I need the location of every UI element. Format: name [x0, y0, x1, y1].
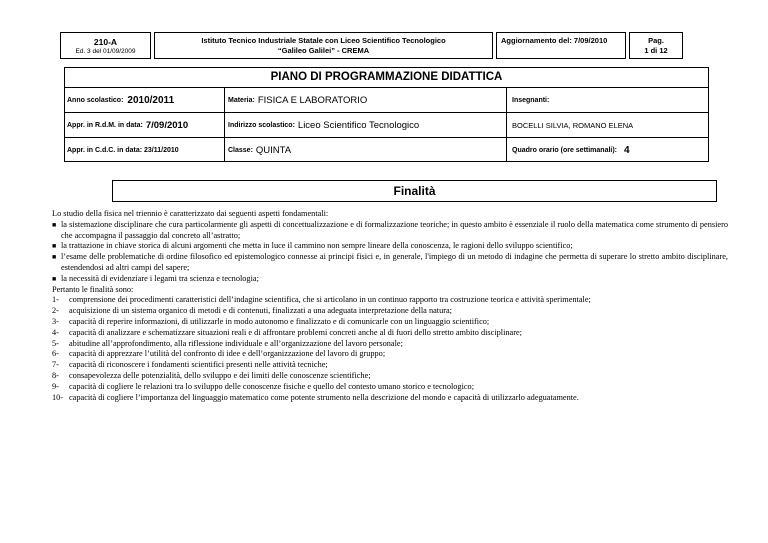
list-item — [52, 349, 728, 360]
list-item — [52, 295, 728, 306]
list-item — [52, 274, 728, 285]
list-number: 3- — [52, 316, 59, 326]
rdm-value: 7/09/2010 — [145, 119, 189, 131]
classe-value: QUINTA — [255, 144, 292, 156]
page-number: 1 di 12 — [644, 45, 668, 55]
document-header — [60, 32, 709, 59]
list-item — [52, 220, 728, 242]
list-item-text: abitudine all’approfondimento, alla riflessione individuale e all’organizzazione del lavoro personale; — [69, 338, 403, 348]
insegnanti-value: BOCELLI SILVIA, ROMANO ELENA — [512, 120, 634, 130]
list-item — [52, 328, 728, 339]
list-item — [52, 393, 728, 404]
plan-row — [65, 138, 708, 162]
classe-label: Classe: — [228, 146, 253, 154]
list-item-text: capacità di cogliere le relazioni tra lo sviluppo delle conoscenze fisiche e quello del contesto umano storico e tecnologico; — [69, 381, 475, 391]
bullet-marker: ■ — [52, 253, 57, 262]
list-item — [52, 339, 728, 350]
list-number: 9- — [52, 381, 59, 391]
anno-label: Anno scolastico: — [67, 96, 124, 104]
list-item — [52, 360, 728, 371]
insegnanti-cell — [507, 88, 708, 112]
list-item-text: la necessità di evidenziare i legami tra scienza e tecnologia; — [61, 273, 259, 283]
plan-title: PIANO DI PROGRAMMAZIONE DIDATTICA — [270, 71, 503, 83]
indirizzo-value: Liceo Scientifico Tecnologico — [297, 119, 420, 131]
list-item — [52, 306, 728, 317]
finalita-body — [52, 209, 728, 403]
orario-cell — [507, 138, 708, 162]
plan-table — [64, 67, 709, 162]
institute-box — [154, 32, 493, 59]
list-item-text: capacità di analizzare e schematizzare situazioni reali e di affrontare problemi concreti anche al di fuori dello stretto ambito disciplinare; — [69, 327, 522, 337]
document-code: 210-A — [93, 36, 118, 47]
list-item-text: acquisizione di un sistema organico di metodi e di contenuti, finalizzati a una adeguata interpretazione della natura; — [69, 306, 452, 316]
list-item-text: consapevolezza delle potenzialità, dello sviluppo e dei limiti delle conoscenze scientifiche; — [69, 370, 371, 380]
plan-row — [65, 88, 708, 113]
finalita-intro: Lo studio della fisica nel triennio è caratterizzato dai seguenti aspetti fondamentali: — [52, 209, 329, 218]
list-number: 8- — [52, 370, 59, 380]
list-item-text: capacità di riconoscere i fondamenti scientifici presenti nelle attività tecniche; — [69, 360, 328, 370]
list-number: 5- — [52, 338, 59, 348]
document-edition: Ed. 3 del 01/09/2009 — [75, 47, 136, 55]
list-number: 1- — [52, 295, 59, 305]
indirizzo-label: Indirizzo scolastico: — [228, 121, 295, 129]
anno-value: 2010/2011 — [127, 94, 175, 106]
list-item-text: capacità di cogliere l’importanza del linguaggio matematico come potente strumento nella descrizione del mondo e capacità di utilizzarlo adeguatamente. — [69, 392, 579, 402]
list-number: 2- — [52, 306, 59, 316]
numbered-list — [52, 295, 728, 403]
finalita-heading: Finalità — [112, 180, 717, 202]
rdm-label: Appr. in R.d.M. in data: — [67, 121, 143, 129]
institute-school: “Galileo Galilei” - CREMA — [277, 45, 370, 55]
insegnanti-label: Insegnanti: — [512, 96, 550, 104]
materia-label: Materia: — [228, 96, 255, 104]
update-box — [496, 32, 626, 59]
materia-value: FISICA E LABORATORIO — [257, 94, 368, 106]
list-item-text: capacità di reperire informazioni, di utilizzarle in modo autonomo e finalizzato e di comunicarle con un linguaggio scientifico; — [69, 316, 490, 326]
bullet-list — [52, 220, 728, 285]
bullet-marker: ■ — [52, 220, 57, 229]
institute-name: Istituto Tecnico Industriale Statale con Liceo Scientifico Tecnologico — [201, 35, 446, 45]
bullet-marker: ■ — [52, 242, 57, 251]
list-item-text: comprensione dei procedimenti caratteristici dell’indagine scientifica, che si articolano in un continuo rapporto tra costruzione teorica e attività sperimentale; — [69, 295, 591, 305]
orario-label: Quadro orario (ore settimanali): — [512, 146, 618, 154]
list-number: 10- — [52, 392, 64, 402]
update-date: Aggiornamento del: 7/09/2010 — [501, 36, 608, 45]
list-item-text: l’esame delle problematiche di ordine filosofico ed epistemologico connesse ai principi fisici e, in generale, l'impiego di un metodo di indagine che permetta di superare lo stretto ambito disciplinare, estendendosi ad altri campi del sapere; — [61, 252, 728, 272]
list-item — [52, 252, 728, 274]
numbered-intro: Pertanto le finalità sono: — [52, 284, 134, 294]
list-item — [52, 317, 728, 328]
anno-cell — [65, 88, 225, 112]
list-number: 6- — [52, 349, 59, 359]
indirizzo-cell — [225, 113, 507, 137]
insegnanti-value-cell — [507, 113, 708, 137]
plan-row — [65, 113, 708, 138]
page-label: Pag. — [648, 35, 664, 45]
materia-cell — [225, 88, 507, 112]
list-number: 7- — [52, 360, 59, 370]
list-item — [52, 382, 728, 393]
list-number: 4- — [52, 327, 59, 337]
cdc-cell — [65, 138, 225, 162]
cdc-label: Appr. in C.d.C. in data: 23/11/2010 — [67, 146, 179, 154]
bullet-marker: ■ — [52, 274, 57, 283]
list-item — [52, 371, 728, 382]
document-code-box — [60, 32, 151, 59]
orario-value: 4 — [624, 144, 630, 156]
list-item-text: la trattazione in chiave storica di alcuni argomenti che metta in luce il cammino non sempre lineare della conoscenza, le ragioni dello sviluppo scientifico; — [61, 241, 573, 251]
rdm-cell — [65, 113, 225, 137]
list-item-text: la sistemazione disciplinare che cura particolarmente gli aspetti di concettualizzazione e di formalizzazione teoriche; in questo ambito è essenziale il ruolo della matematica come strumento di pensiero che accompagna il passaggio dal concreto all’astratto; — [61, 219, 728, 240]
list-item-text: capacità di apprezzare l’utilità del confronto di idee e dell’organizzazione del lavoro di gruppo; — [69, 349, 386, 359]
page-box — [629, 32, 683, 59]
list-item — [52, 241, 728, 252]
classe-cell — [225, 138, 507, 162]
